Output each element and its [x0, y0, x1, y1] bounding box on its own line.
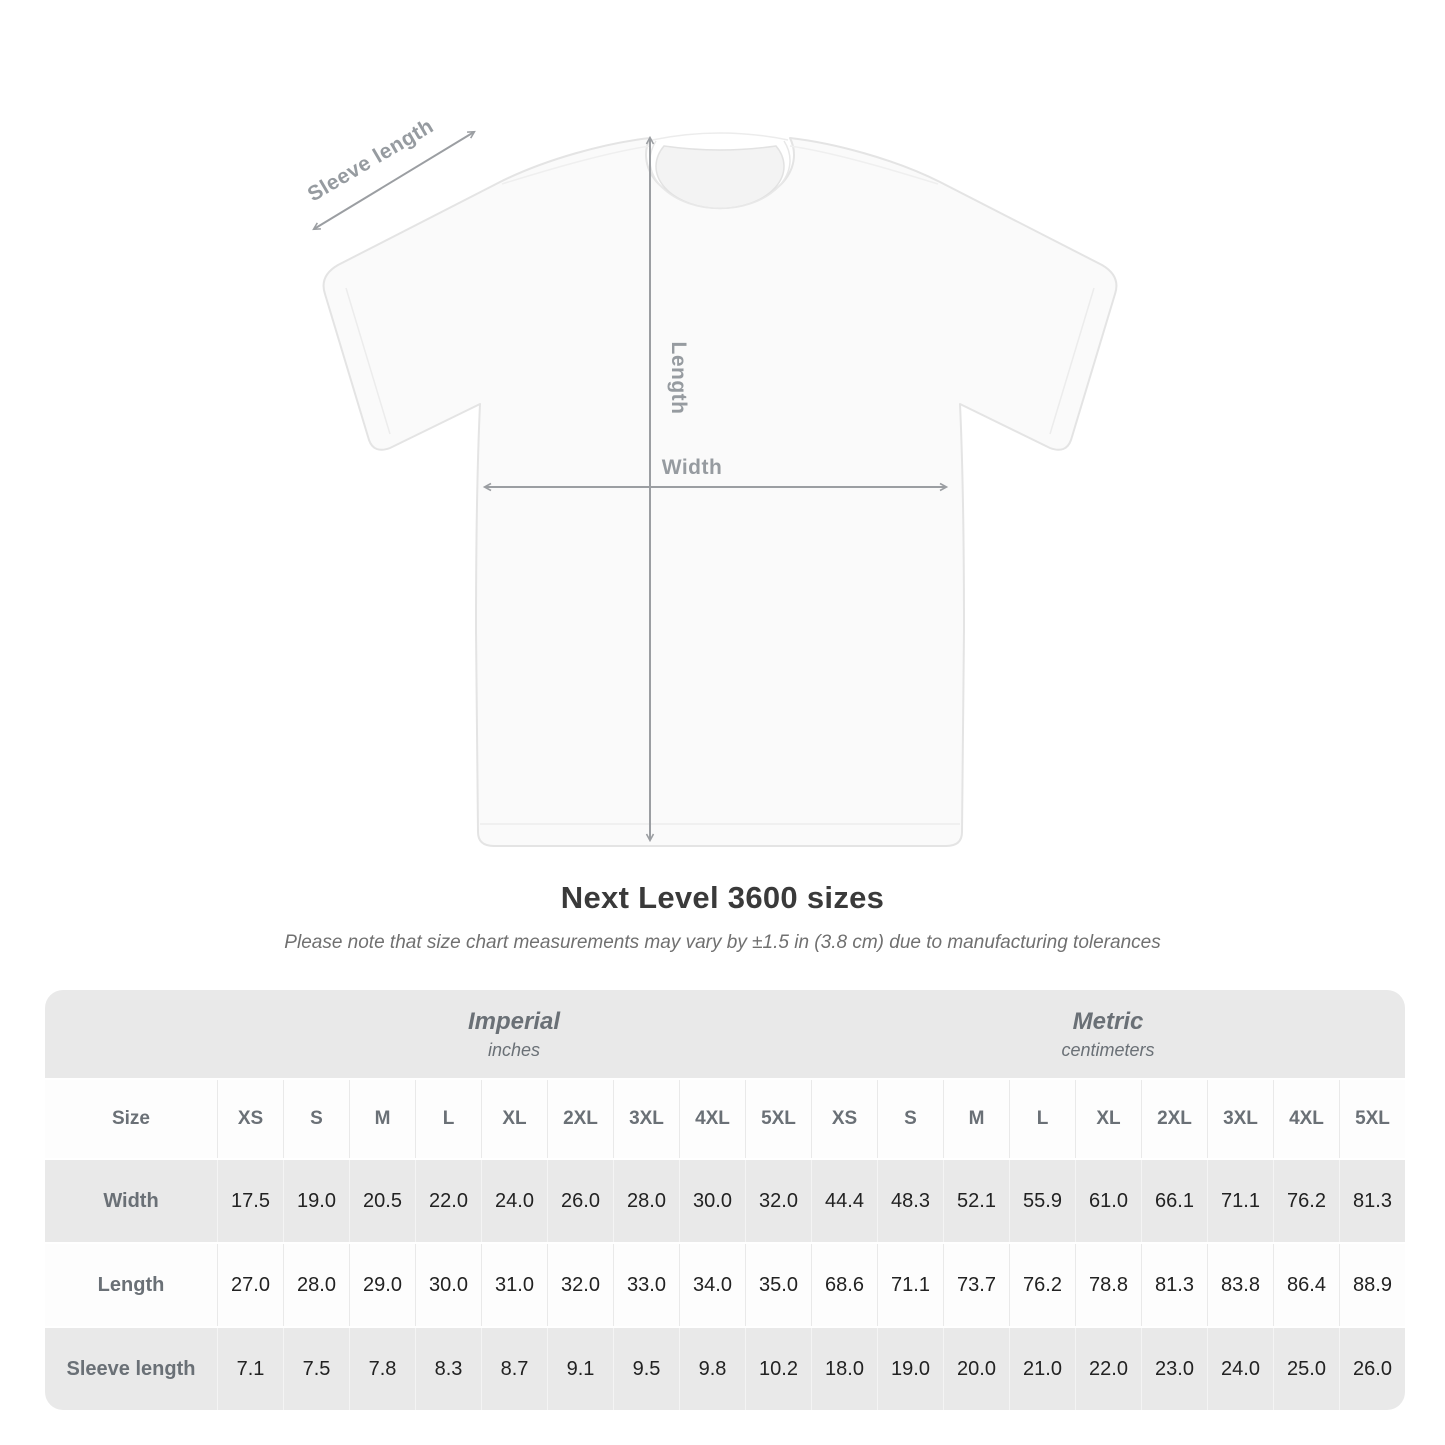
size-column-header: 4XL — [679, 1080, 745, 1158]
measurement-value-cell: 34.0 — [679, 1244, 745, 1326]
measurement-value-cell: 9.5 — [613, 1328, 679, 1410]
page-title: Next Level 3600 sizes — [560, 880, 885, 915]
measurement-value-cell: 68.6 — [811, 1244, 877, 1326]
measurement-value-cell: 55.9 — [1009, 1160, 1075, 1242]
measurement-value-cell: 24.0 — [481, 1160, 547, 1242]
metric-unit: centimeters — [1061, 1039, 1155, 1060]
metric-label: Metric — [1072, 1007, 1144, 1035]
metric-group-header — [811, 990, 1405, 1078]
size-column-header: XS — [811, 1080, 877, 1158]
measurement-value-cell: 32.0 — [547, 1244, 613, 1326]
size-column-header: S — [283, 1080, 349, 1158]
size-column-header: 4XL — [1273, 1080, 1339, 1158]
size-column-header: XL — [481, 1080, 547, 1158]
measurement-value-cell: 20.0 — [943, 1328, 1009, 1410]
back-neck-line — [652, 133, 788, 140]
measurement-value-cell: 10.2 — [745, 1328, 811, 1410]
size-column-header: XS — [217, 1080, 283, 1158]
length-label: Length — [667, 341, 690, 415]
size-column-header: 2XL — [547, 1080, 613, 1158]
size-column-header: 5XL — [745, 1080, 811, 1158]
measurement-value-cell: 18.0 — [811, 1328, 877, 1410]
size-header-row — [45, 1078, 1405, 1158]
width-row — [45, 1158, 1405, 1242]
size-column-header: 3XL — [613, 1080, 679, 1158]
measurement-value-cell: 48.3 — [877, 1160, 943, 1242]
measurement-value-cell: 9.8 — [679, 1328, 745, 1410]
measurement-value-cell: 35.0 — [745, 1244, 811, 1326]
measurement-value-cell: 83.8 — [1207, 1244, 1273, 1326]
measurement-value-cell: 88.9 — [1339, 1244, 1405, 1326]
measurement-value-cell: 7.1 — [217, 1328, 283, 1410]
measurement-value-cell: 20.5 — [349, 1160, 415, 1242]
measurement-value-cell: 52.1 — [943, 1160, 1009, 1242]
measurement-value-cell: 24.0 — [1207, 1328, 1273, 1410]
measurement-value-cell: 44.4 — [811, 1160, 877, 1242]
size-table — [45, 990, 1405, 1410]
measurement-value-cell: 30.0 — [415, 1244, 481, 1326]
measurement-value-cell: 19.0 — [283, 1160, 349, 1242]
measurement-value-cell: 26.0 — [1339, 1328, 1405, 1410]
sleeve-length-row — [45, 1326, 1405, 1410]
measurement-value-cell: 78.8 — [1075, 1244, 1141, 1326]
size-column-header: 3XL — [1207, 1080, 1273, 1158]
size-column-header: L — [415, 1080, 481, 1158]
measurement-value-cell: 32.0 — [745, 1160, 811, 1242]
measurement-value-cell: 17.5 — [217, 1160, 283, 1242]
measurement-value-cell: 73.7 — [943, 1244, 1009, 1326]
measurement-value-cell: 7.5 — [283, 1328, 349, 1410]
measurement-value-cell: 19.0 — [877, 1328, 943, 1410]
measurement-value-cell: 76.2 — [1009, 1244, 1075, 1326]
measurement-value-cell: 21.0 — [1009, 1328, 1075, 1410]
size-column-header: M — [943, 1080, 1009, 1158]
measurement-value-cell: 76.2 — [1273, 1160, 1339, 1242]
size-header: Size — [111, 1108, 151, 1129]
measurement-value-cell: 26.0 — [547, 1160, 613, 1242]
measurement-value-cell: 8.7 — [481, 1328, 547, 1410]
unit-group-row — [45, 990, 1405, 1078]
tolerance-note: Please note that size chart measurements may vary by ±1.5 in (3.8 cm) due to manufacturing tolerances — [284, 932, 1161, 953]
sleeve-length-label: Sleeve length — [303, 114, 438, 207]
measurement-value-cell: 61.0 — [1075, 1160, 1141, 1242]
imperial-group-header — [217, 990, 811, 1078]
size-column-header: M — [349, 1080, 415, 1158]
size-column-header: L — [1009, 1080, 1075, 1158]
width-label: Width — [661, 456, 723, 479]
measurement-value-cell: 23.0 — [1141, 1328, 1207, 1410]
sleeve-length-row-label: Sleeve length — [66, 1357, 196, 1380]
measurement-value-cell: 31.0 — [481, 1244, 547, 1326]
imperial-label: Imperial — [467, 1007, 561, 1035]
measurement-value-cell: 8.3 — [415, 1328, 481, 1410]
tshirt-outline — [324, 138, 1117, 846]
measurement-value-cell: 22.0 — [415, 1160, 481, 1242]
measurement-value-cell: 30.0 — [679, 1160, 745, 1242]
measurement-value-cell: 28.0 — [283, 1244, 349, 1326]
measurement-value-cell: 25.0 — [1273, 1328, 1339, 1410]
measurement-value-cell: 22.0 — [1075, 1328, 1141, 1410]
measurement-value-cell: 71.1 — [877, 1244, 943, 1326]
imperial-unit: inches — [487, 1039, 541, 1060]
measurement-value-cell: 81.3 — [1339, 1160, 1405, 1242]
length-row-label: Length — [97, 1273, 165, 1296]
size-column-header: 2XL — [1141, 1080, 1207, 1158]
measurement-value-cell: 71.1 — [1207, 1160, 1273, 1242]
measurement-value-cell: 66.1 — [1141, 1160, 1207, 1242]
measurement-value-cell: 27.0 — [217, 1244, 283, 1326]
measurement-value-cell: 9.1 — [547, 1328, 613, 1410]
size-column-header: 5XL — [1339, 1080, 1405, 1158]
size-column-header: XL — [1075, 1080, 1141, 1158]
measurement-value-cell: 29.0 — [349, 1244, 415, 1326]
size-column-header: S — [877, 1080, 943, 1158]
measurement-value-cell: 28.0 — [613, 1160, 679, 1242]
measurement-value-cell: 7.8 — [349, 1328, 415, 1410]
length-row — [45, 1242, 1405, 1326]
measurement-value-cell: 86.4 — [1273, 1244, 1339, 1326]
measurement-value-cell: 33.0 — [613, 1244, 679, 1326]
measurement-value-cell: 81.3 — [1141, 1244, 1207, 1326]
width-row-label: Width — [103, 1189, 159, 1212]
